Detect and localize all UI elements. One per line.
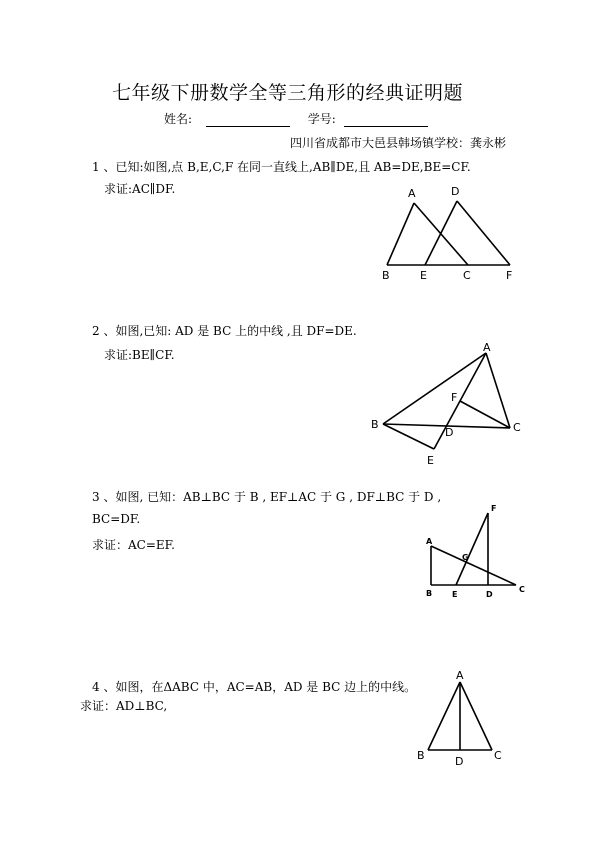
number-label: 学号: bbox=[307, 112, 336, 126]
label-d: D bbox=[455, 755, 464, 768]
problem-1-figure bbox=[370, 180, 530, 290]
label-e: E bbox=[420, 269, 427, 282]
label-d: D bbox=[445, 426, 454, 439]
label-b: B bbox=[426, 589, 433, 598]
label-g: G bbox=[462, 553, 469, 562]
segment-ba bbox=[383, 353, 486, 424]
label-b: B bbox=[417, 749, 425, 762]
problem-2-given: 2 、如图,已知: AD 是 BC 上的中线 ,且 DF=DE. bbox=[92, 324, 357, 338]
segment-ef bbox=[456, 513, 488, 585]
label-a: A bbox=[456, 669, 464, 682]
author-line: 四川省成都市大邑县韩场镇学校：龚永彬 bbox=[290, 136, 507, 150]
student-info-line bbox=[164, 110, 428, 127]
label-c: C bbox=[519, 585, 525, 594]
problem-3-given-cont: BC=DF. bbox=[92, 512, 141, 526]
label-a: A bbox=[408, 187, 416, 200]
page-title: 七年级下册数学全等三角形的经典证明题 bbox=[112, 82, 464, 104]
segment-df bbox=[457, 201, 510, 265]
label-e: E bbox=[452, 590, 458, 599]
problem-4-prove: 求证：AD⊥BC, bbox=[80, 699, 168, 713]
segment-de bbox=[425, 201, 457, 265]
segment-ac bbox=[431, 546, 516, 585]
segment-ab bbox=[428, 682, 460, 750]
label-c: C bbox=[463, 269, 471, 282]
segment-be bbox=[383, 424, 434, 449]
label-a: A bbox=[483, 341, 491, 354]
label-a: A bbox=[426, 537, 433, 546]
label-e: E bbox=[427, 454, 434, 467]
name-label: 姓名: bbox=[164, 112, 193, 126]
problem-3-figure bbox=[420, 500, 540, 605]
label-b: B bbox=[382, 269, 390, 282]
label-f: F bbox=[451, 391, 458, 404]
label-f: F bbox=[506, 269, 513, 282]
label-f: F bbox=[491, 504, 497, 513]
segment-ab bbox=[387, 203, 414, 265]
label-c: C bbox=[513, 421, 521, 434]
problem-3-given: 3 、如图, 已知：AB⊥BC 于 B , EF⊥AC 于 G , DF⊥BC 于 D , bbox=[92, 490, 442, 504]
problem-4-figure bbox=[410, 665, 520, 775]
number-blank[interactable] bbox=[344, 114, 428, 127]
label-b: B bbox=[371, 418, 379, 431]
label-c: C bbox=[494, 749, 502, 762]
problem-3-prove: 求证：AC=EF. bbox=[92, 538, 175, 552]
label-d: D bbox=[451, 185, 460, 198]
label-d: D bbox=[486, 590, 493, 599]
problem-2-figure bbox=[360, 335, 530, 475]
name-blank[interactable] bbox=[206, 114, 290, 127]
segment-ac bbox=[460, 682, 492, 750]
problem-1-prove: 求证:AC∥DF. bbox=[104, 182, 176, 196]
problem-2-prove: 求证:BE∥CF. bbox=[104, 348, 175, 362]
problem-1-given: 1 、已知:如图,点 B,E,C,F 在同一直线上,AB∥DE,且 AB=DE,BE=CF. bbox=[92, 160, 471, 174]
problem-4-given: 4 、如图，在ΔABC 中，AC=AB，AD 是 BC 边上的中线。 bbox=[92, 680, 417, 694]
